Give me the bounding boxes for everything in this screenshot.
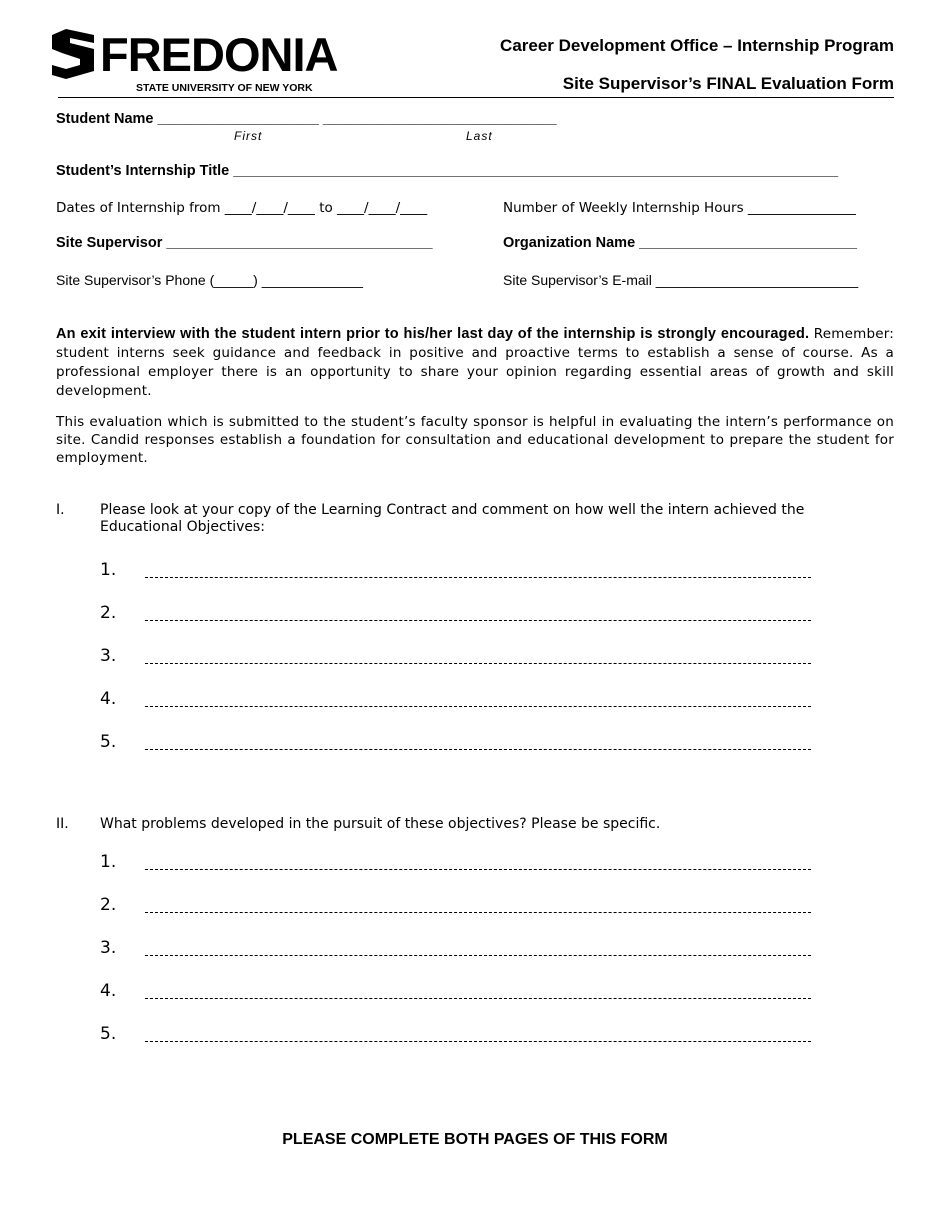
section-1-item-number: 5. xyxy=(100,732,117,752)
exit-interview-paragraph xyxy=(56,324,894,400)
section-2-answer-line-5[interactable] xyxy=(145,1041,811,1042)
supervisor-email-field[interactable]: Site Supervisor’s E-mail __________________________ xyxy=(503,272,859,288)
section-1-question: Please look at your copy of the Learning Contract and comment on how well the intern achieved the Educational Objectives: xyxy=(100,502,805,535)
section-1-answer-line-3[interactable] xyxy=(145,663,811,664)
site-supervisor-field[interactable]: Site Supervisor _________________________________ xyxy=(56,235,433,251)
section-1-item-number: 1. xyxy=(100,560,117,580)
last-name-label: Last xyxy=(466,129,493,143)
section-2-item-number: 1. xyxy=(100,852,117,872)
section-1-numeral: I. xyxy=(56,502,65,518)
section-1-answer-line-4[interactable] xyxy=(145,706,811,707)
exit-interview-bold-text: An exit interview with the student intern prior to his/her last day of the internship is strongly encouraged. xyxy=(56,326,810,342)
footer-instruction: PLEASE COMPLETE BOTH PAGES OF THIS FORM xyxy=(282,1131,668,1148)
section-1-item-number: 3. xyxy=(100,646,117,666)
header-office-title: Career Development Office – Internship Program xyxy=(500,36,894,55)
section-2-numeral: II. xyxy=(56,816,69,832)
fredonia-logo-icon xyxy=(52,29,94,79)
header-divider xyxy=(58,97,894,98)
section-2-answer-line-2[interactable] xyxy=(145,912,811,913)
section-1-answer-line-5[interactable] xyxy=(145,749,811,750)
supervisor-phone-field[interactable]: Site Supervisor’s Phone (_____) _____________ xyxy=(56,272,363,288)
evaluation-paragraph: This evaluation which is submitted to the student’s faculty sponsor is helpful in evaluating the intern’s performance on site. Candid responses establish a foundation for consultation and educational development to prepare the student for employment. xyxy=(56,414,894,466)
organization-name-field[interactable]: Organization Name ___________________________ xyxy=(503,235,857,251)
exit-interview-body-text: Remember: student interns seek guidance and feedback in positive and proactive terms to establish a sense of course. As a professional employer there is an opportunity to share your opinion regarding essential areas of growth and skill development. xyxy=(56,326,894,399)
student-name-field[interactable]: Student Name ____________________ _____________________________ xyxy=(56,111,557,127)
logo-wordmark: FREDONIA xyxy=(100,28,338,81)
internship-dates-field[interactable]: Dates of Internship from ____/____/____ to ____/____/____ xyxy=(56,200,428,216)
logo-subtitle: STATE UNIVERSITY OF NEW YORK xyxy=(136,82,313,94)
section-2-answer-line-1[interactable] xyxy=(145,869,811,870)
section-2-question: What problems developed in the pursuit of these objectives? Please be specific. xyxy=(100,816,661,832)
weekly-hours-field[interactable]: Number of Weekly Internship Hours ________________ xyxy=(503,200,856,216)
section-2-item-number: 2. xyxy=(100,895,117,915)
section-2-answer-line-4[interactable] xyxy=(145,998,811,999)
section-1-item-number: 2. xyxy=(100,603,117,623)
section-1-answer-line-1[interactable] xyxy=(145,577,811,578)
internship-title-field[interactable]: Student’s Internship Title ___________________________________________________________________________ xyxy=(56,163,839,179)
section-2-item-number: 4. xyxy=(100,981,117,1001)
section-1-answer-line-2[interactable] xyxy=(145,620,811,621)
first-name-label: First xyxy=(234,129,263,143)
header-form-title: Site Supervisor’s FINAL Evaluation Form xyxy=(562,74,894,93)
section-2-item-number: 3. xyxy=(100,938,117,958)
section-1-item-number: 4. xyxy=(100,689,117,709)
section-2-answer-line-3[interactable] xyxy=(145,955,811,956)
section-2-item-number: 5. xyxy=(100,1024,117,1044)
